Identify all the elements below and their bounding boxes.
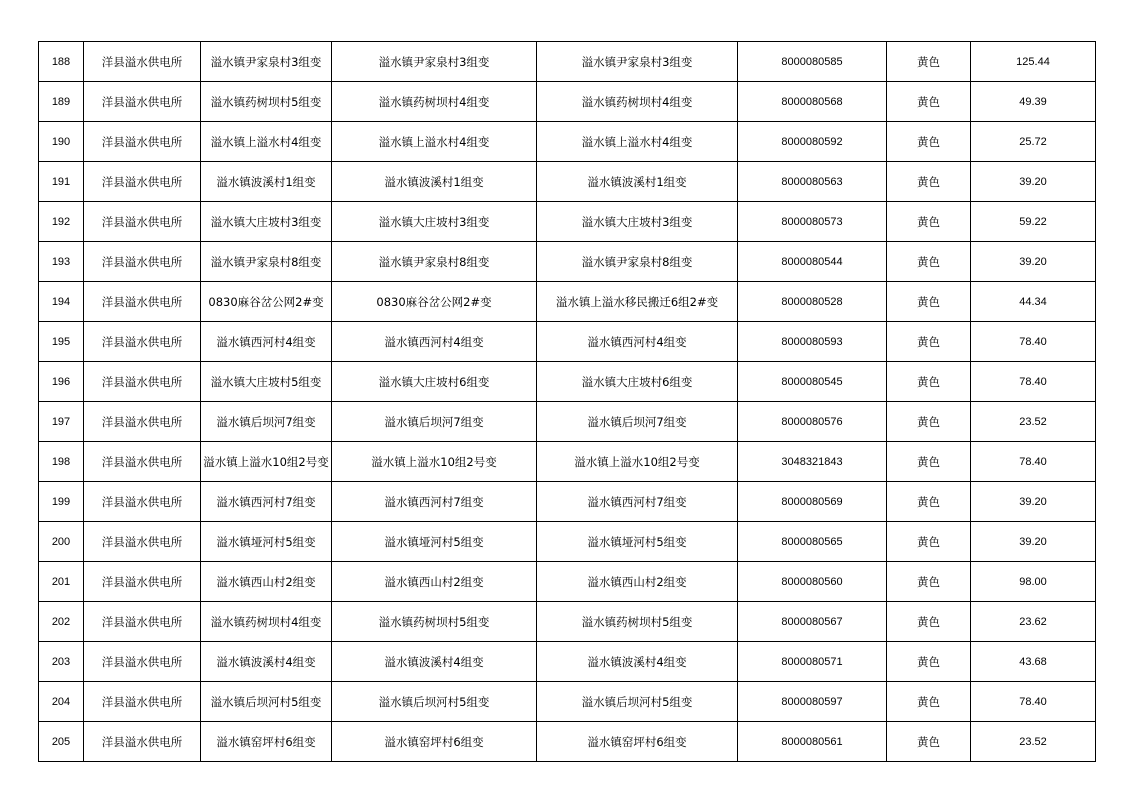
asset-code-cell: 8000080576: [738, 402, 887, 442]
table-row: [39, 522, 1096, 562]
warning-level-cell: 黄色: [887, 242, 971, 282]
row-number: 202: [39, 602, 84, 642]
table-row: [39, 242, 1096, 282]
data-table: [38, 41, 1096, 762]
line-name-cell: 溢水镇药树坝村4组变: [332, 82, 537, 122]
supply-unit-cell: 洋县溢水供电所: [84, 562, 201, 602]
supply-unit-cell: 洋县溢水供电所: [84, 162, 201, 202]
supply-unit-cell: 洋县溢水供电所: [84, 682, 201, 722]
supply-unit-cell: 洋县溢水供电所: [84, 402, 201, 442]
supply-unit-cell: 洋县溢水供电所: [84, 722, 201, 762]
station-name-cell: 溢水镇后坝河村5组变: [537, 682, 738, 722]
row-number: 203: [39, 642, 84, 682]
asset-code-cell: 8000080561: [738, 722, 887, 762]
value-cell: 39.20: [971, 162, 1096, 202]
line-name-cell: 溢水镇尹家泉村8组变: [332, 242, 537, 282]
asset-code-cell: 8000080528: [738, 282, 887, 322]
table-row: [39, 602, 1096, 642]
value-cell: 39.20: [971, 482, 1096, 522]
table-row: [39, 322, 1096, 362]
asset-code-cell: 8000080585: [738, 42, 887, 82]
supply-unit-cell: 洋县溢水供电所: [84, 362, 201, 402]
warning-level-cell: 黄色: [887, 362, 971, 402]
transformer-name-cell: 溢水镇大庄坡村5组变: [201, 362, 332, 402]
line-name-cell: 0830麻谷岔公网2#变: [332, 282, 537, 322]
value-cell: 49.39: [971, 82, 1096, 122]
warning-level-cell: 黄色: [887, 682, 971, 722]
value-cell: 39.20: [971, 522, 1096, 562]
table-row: [39, 642, 1096, 682]
line-name-cell: 溢水镇后坝河村5组变: [332, 682, 537, 722]
supply-unit-cell: 洋县溢水供电所: [84, 642, 201, 682]
station-name-cell: 溢水镇上溢水10组2号变: [537, 442, 738, 482]
transformer-name-cell: 溢水镇尹家泉村8组变: [201, 242, 332, 282]
station-name-cell: 溢水镇波溪村4组变: [537, 642, 738, 682]
warning-level-cell: 黄色: [887, 322, 971, 362]
supply-unit-cell: 洋县溢水供电所: [84, 242, 201, 282]
supply-unit-cell: 洋县溢水供电所: [84, 282, 201, 322]
station-name-cell: 溢水镇上溢水移民搬迁6组2#变: [537, 282, 738, 322]
station-name-cell: 溢水镇西河村7组变: [537, 482, 738, 522]
transformer-name-cell: 溢水镇药树坝村5组变: [201, 82, 332, 122]
table-row: [39, 202, 1096, 242]
transformer-name-cell: 0830麻谷岔公网2#变: [201, 282, 332, 322]
line-name-cell: 溢水镇波溪村4组变: [332, 642, 537, 682]
line-name-cell: 溢水镇西河村7组变: [332, 482, 537, 522]
row-number: 200: [39, 522, 84, 562]
transformer-name-cell: 溢水镇波溪村1组变: [201, 162, 332, 202]
table-row: [39, 402, 1096, 442]
line-name-cell: 溢水镇西河村4组变: [332, 322, 537, 362]
warning-level-cell: 黄色: [887, 82, 971, 122]
table-row: [39, 42, 1096, 82]
row-number: 198: [39, 442, 84, 482]
supply-unit-cell: 洋县溢水供电所: [84, 482, 201, 522]
line-name-cell: 溢水镇垭河村5组变: [332, 522, 537, 562]
table-row: [39, 82, 1096, 122]
value-cell: 23.52: [971, 722, 1096, 762]
warning-level-cell: 黄色: [887, 42, 971, 82]
table-row: [39, 682, 1096, 722]
row-number: 205: [39, 722, 84, 762]
transformer-name-cell: 溢水镇西山村2组变: [201, 562, 332, 602]
station-name-cell: 溢水镇尹家泉村3组变: [537, 42, 738, 82]
transformer-name-cell: 溢水镇上溢水10组2号变: [201, 442, 332, 482]
row-number: 193: [39, 242, 84, 282]
value-cell: 78.40: [971, 362, 1096, 402]
warning-level-cell: 黄色: [887, 522, 971, 562]
asset-code-cell: 8000080569: [738, 482, 887, 522]
line-name-cell: 溢水镇大庄坡村3组变: [332, 202, 537, 242]
table-row: [39, 162, 1096, 202]
value-cell: 43.68: [971, 642, 1096, 682]
station-name-cell: 溢水镇窑坪村6组变: [537, 722, 738, 762]
transformer-name-cell: 溢水镇垭河村5组变: [201, 522, 332, 562]
line-name-cell: 溢水镇窑坪村6组变: [332, 722, 537, 762]
station-name-cell: 溢水镇垭河村5组变: [537, 522, 738, 562]
table-body: [39, 42, 1096, 762]
row-number: 192: [39, 202, 84, 242]
station-name-cell: 溢水镇波溪村1组变: [537, 162, 738, 202]
station-name-cell: 溢水镇西山村2组变: [537, 562, 738, 602]
transformer-name-cell: 溢水镇后坝河村5组变: [201, 682, 332, 722]
transformer-name-cell: 溢水镇尹家泉村3组变: [201, 42, 332, 82]
line-name-cell: 溢水镇大庄坡村6组变: [332, 362, 537, 402]
row-number: 189: [39, 82, 84, 122]
asset-code-cell: 8000080567: [738, 602, 887, 642]
supply-unit-cell: 洋县溢水供电所: [84, 42, 201, 82]
row-number: 197: [39, 402, 84, 442]
value-cell: 98.00: [971, 562, 1096, 602]
row-number: 196: [39, 362, 84, 402]
warning-level-cell: 黄色: [887, 202, 971, 242]
asset-code-cell: 8000080571: [738, 642, 887, 682]
asset-code-cell: 8000080565: [738, 522, 887, 562]
asset-code-cell: 8000080592: [738, 122, 887, 162]
line-name-cell: 溢水镇上溢水村4组变: [332, 122, 537, 162]
value-cell: 125.44: [971, 42, 1096, 82]
warning-level-cell: 黄色: [887, 402, 971, 442]
asset-code-cell: 3048321843: [738, 442, 887, 482]
supply-unit-cell: 洋县溢水供电所: [84, 202, 201, 242]
asset-code-cell: 8000080573: [738, 202, 887, 242]
supply-unit-cell: 洋县溢水供电所: [84, 602, 201, 642]
station-name-cell: 溢水镇大庄坡村6组变: [537, 362, 738, 402]
asset-code-cell: 8000080593: [738, 322, 887, 362]
station-name-cell: 溢水镇尹家泉村8组变: [537, 242, 738, 282]
warning-level-cell: 黄色: [887, 602, 971, 642]
row-number: 194: [39, 282, 84, 322]
warning-level-cell: 黄色: [887, 442, 971, 482]
value-cell: 23.62: [971, 602, 1096, 642]
row-number: 190: [39, 122, 84, 162]
table-row: [39, 122, 1096, 162]
row-number: 188: [39, 42, 84, 82]
row-number: 201: [39, 562, 84, 602]
supply-unit-cell: 洋县溢水供电所: [84, 122, 201, 162]
transformer-name-cell: 溢水镇大庄坡村3组变: [201, 202, 332, 242]
table-row: [39, 442, 1096, 482]
line-name-cell: 溢水镇西山村2组变: [332, 562, 537, 602]
warning-level-cell: 黄色: [887, 482, 971, 522]
warning-level-cell: 黄色: [887, 122, 971, 162]
transformer-name-cell: 溢水镇上溢水村4组变: [201, 122, 332, 162]
supply-unit-cell: 洋县溢水供电所: [84, 82, 201, 122]
line-name-cell: 溢水镇上溢水10组2号变: [332, 442, 537, 482]
line-name-cell: 溢水镇波溪村1组变: [332, 162, 537, 202]
station-name-cell: 溢水镇大庄坡村3组变: [537, 202, 738, 242]
value-cell: 39.20: [971, 242, 1096, 282]
line-name-cell: 溢水镇后坝河7组变: [332, 402, 537, 442]
station-name-cell: 溢水镇药树坝村5组变: [537, 602, 738, 642]
station-name-cell: 溢水镇药树坝村4组变: [537, 82, 738, 122]
transformer-name-cell: 溢水镇西河村4组变: [201, 322, 332, 362]
value-cell: 25.72: [971, 122, 1096, 162]
line-name-cell: 溢水镇尹家泉村3组变: [332, 42, 537, 82]
supply-unit-cell: 洋县溢水供电所: [84, 322, 201, 362]
transformer-name-cell: 溢水镇后坝河7组变: [201, 402, 332, 442]
value-cell: 44.34: [971, 282, 1096, 322]
value-cell: 78.40: [971, 442, 1096, 482]
table-row: [39, 282, 1096, 322]
value-cell: 78.40: [971, 682, 1096, 722]
transformer-name-cell: 溢水镇波溪村4组变: [201, 642, 332, 682]
value-cell: 59.22: [971, 202, 1096, 242]
line-name-cell: 溢水镇药树坝村5组变: [332, 602, 537, 642]
row-number: 191: [39, 162, 84, 202]
asset-code-cell: 8000080560: [738, 562, 887, 602]
station-name-cell: 溢水镇上溢水村4组变: [537, 122, 738, 162]
asset-code-cell: 8000080545: [738, 362, 887, 402]
row-number: 199: [39, 482, 84, 522]
table-row: [39, 482, 1096, 522]
station-name-cell: 溢水镇后坝河7组变: [537, 402, 738, 442]
row-number: 195: [39, 322, 84, 362]
value-cell: 23.52: [971, 402, 1096, 442]
transformer-name-cell: 溢水镇窑坪村6组变: [201, 722, 332, 762]
asset-code-cell: 8000080563: [738, 162, 887, 202]
warning-level-cell: 黄色: [887, 722, 971, 762]
transformer-name-cell: 溢水镇西河村7组变: [201, 482, 332, 522]
table-row: [39, 562, 1096, 602]
transformer-name-cell: 溢水镇药树坝村4组变: [201, 602, 332, 642]
table-row: [39, 722, 1096, 762]
warning-level-cell: 黄色: [887, 642, 971, 682]
warning-level-cell: 黄色: [887, 162, 971, 202]
asset-code-cell: 8000080597: [738, 682, 887, 722]
asset-code-cell: 8000080544: [738, 242, 887, 282]
asset-code-cell: 8000080568: [738, 82, 887, 122]
station-name-cell: 溢水镇西河村4组变: [537, 322, 738, 362]
supply-unit-cell: 洋县溢水供电所: [84, 522, 201, 562]
warning-level-cell: 黄色: [887, 562, 971, 602]
warning-level-cell: 黄色: [887, 282, 971, 322]
value-cell: 78.40: [971, 322, 1096, 362]
row-number: 204: [39, 682, 84, 722]
table-row: [39, 362, 1096, 402]
supply-unit-cell: 洋县溢水供电所: [84, 442, 201, 482]
